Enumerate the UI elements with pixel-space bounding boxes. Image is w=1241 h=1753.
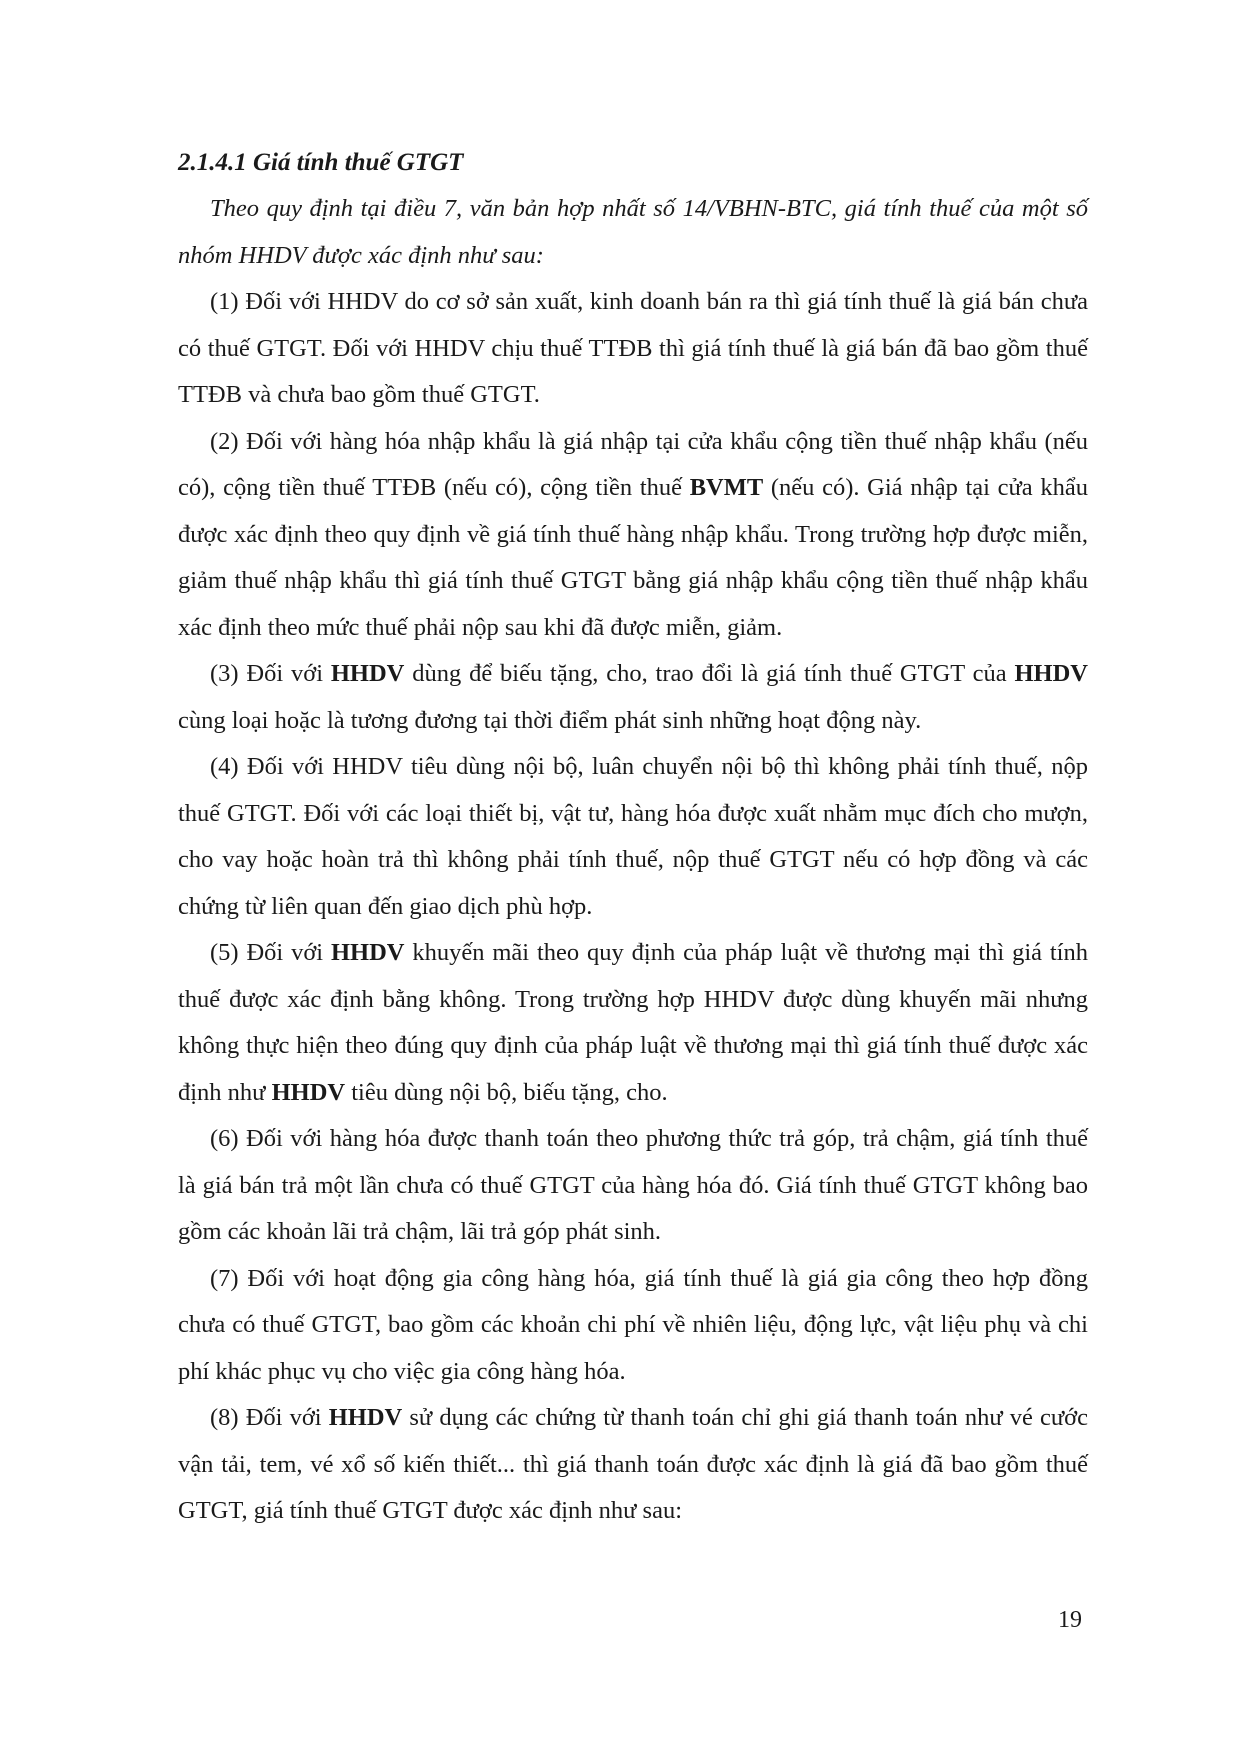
paragraph-5 [178,930,1088,1116]
bold-term: BVMT [689,474,764,501]
paragraph-6 [178,1116,1088,1256]
paragraph-3 [178,651,1088,744]
bold-term: HHDV [328,1404,403,1431]
section-heading: 2.1.4.1 Giá tính thuế GTGT [178,149,464,176]
paragraph-7 [178,1256,1088,1396]
paragraph-text: sử dụng các chứng từ thanh toán chỉ ghi giá thanh toán như vé cước vận tải, tem, vé xổ số kiến thiết... thì giá thanh toán được xác định là giá đã bao gồm thuế GTGT, giá tính thuế GTGT được xác định như sau: [178,1404,1088,1524]
paragraph-1 [178,279,1088,419]
paragraph-text: dùng để biếu tặng, cho, trao đổi là giá tính thuế GTGT của [404,660,1015,687]
paragraph-4 [178,744,1088,930]
paragraph-text: (4) Đối với HHDV tiêu dùng nội bộ, luân chuyển nội bộ thì không phải tính thuế, nộp thuế GTGT. Đối với các loại thiết bị, vật tư, hàng hóa được xuất nhằm mục đích cho mượn, cho vay hoặc hoàn trả thì không phải tính thuế, nộp thuế GTGT nếu có hợp đồng và các chứng từ liên quan đến giao dịch phù hợp. [178,753,1088,920]
paragraph-text: (2) Đối với hàng hóa nhập khẩu là giá nhập tại cửa khẩu cộng tiền thuế nhập khẩu (nếu có), cộng tiền thuế TTĐB (nếu có), cộng tiền thuế [178,427,1088,501]
page-content [178,140,1088,1535]
paragraph-text: (1) Đối với HHDV do cơ sở sản xuất, kinh doanh bán ra thì giá tính thuế là giá bán chưa có thuế GTGT. Đối với HHDV chịu thuế TTĐB thì giá tính thuế là giá bán đã bao gồm thuế TTĐB và chưa bao gồm thuế GTGT. [178,288,1088,408]
page-number: 19 [1058,1607,1082,1633]
paragraph-text: (nếu có). Giá nhập tại cửa khẩu được xác định theo quy định về giá tính thuế hàng nhập khẩu. Trong trường hợp được miễn, giảm thuế nhập khẩu thì giá tính thuế GTGT bằng giá nhập khẩu cộng tiền thuế nhập khẩu xác định theo mức thuế phải nộp sau khi đã được miễn, giảm. [178,474,1088,641]
paragraph-text: (6) Đối với hàng hóa được thanh toán theo phương thức trả góp, trả chậm, giá tính thuế là giá bán trả một lần chưa có thuế GTGT của hàng hóa đó. Giá tính thuế GTGT không bao gồm các khoản lãi trả chậm, lãi trả góp phát sinh. [178,1125,1088,1245]
bold-term: HHDV [330,660,405,687]
section-intro: Theo quy định tại điều 7, văn bản hợp nhất số 14/VBHN-BTC, giá tính thuế của một số nhóm HHDV được xác định như sau: [178,195,1088,269]
paragraph-text: (8) Đối với [210,1404,329,1431]
bold-term: HHDV [330,939,405,966]
paragraph-8 [178,1395,1088,1535]
paragraph-text: (7) Đối với hoạt động gia công hàng hóa, giá tính thuế là giá gia công theo hợp đồng chưa có thuế GTGT, bao gồm các khoản chi phí về nhiên liệu, động lực, vật liệu phụ và chi phí khác phục vụ cho việc gia công hàng hóa. [178,1264,1088,1385]
bold-term: HHDV [271,1078,346,1106]
bold-term: HHDV [1014,660,1088,687]
paragraph-text: tiêu dùng nội bộ, biếu tặng, cho. [345,1078,668,1106]
paragraph-text: cùng loại hoặc là tương đương tại thời điểm phát sinh những hoạt động này. [178,706,922,734]
paragraph-text: (5) Đối với [210,939,331,966]
paragraph-text: (3) Đối với [210,660,331,687]
paragraph-text: khuyến mãi theo quy định của pháp luật về thương mại thì giá tính thuế được xác định bằng không. Trong trường hợp HHDV được dùng khuyến mãi nhưng không thực hiện theo đúng quy định của pháp luật về thương mại thì giá tính thuế được xác định như [178,939,1088,1106]
paragraph-2 [178,419,1088,652]
